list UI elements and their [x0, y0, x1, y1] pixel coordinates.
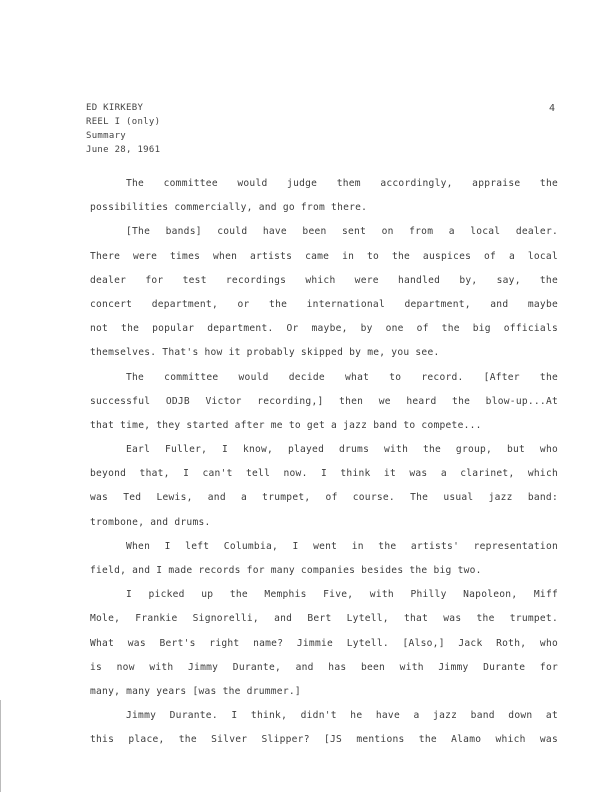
- text-line: not the popular department. Or maybe, by one of the big officials: [90, 323, 558, 335]
- text-line: beyond that, I can't tell now. I think it was a clarinet, which: [90, 468, 558, 480]
- document-header: [86, 101, 160, 157]
- text-line: When I left Columbia, I went in the artists' representation: [126, 540, 558, 552]
- text-line: field, and I made records for many companies besides the big two.: [90, 565, 482, 576]
- text-line: successful ODJB Victor recording,] then we heard the blow-up...At: [90, 395, 558, 407]
- text-line: [The bands] could have been sent on from a local dealer.: [126, 226, 558, 238]
- header-date: June 28, 1961: [86, 145, 161, 155]
- text-line: was Ted Lewis, and a trumpet, of course. The usual jazz band:: [90, 492, 558, 504]
- text-line: The committee would decide what to record. [After the: [126, 371, 558, 383]
- page-number: 4: [549, 103, 556, 114]
- header-reel: REEL I (only): [86, 117, 161, 127]
- text-line: many, many years [was the drummer.]: [90, 685, 301, 697]
- text-line: is now with Jimmy Durante, and has been with Jimmy Durante for: [90, 661, 558, 673]
- text-line: Mole, Frankie Signorelli, and Bert Lytell, that was the trumpet.: [90, 613, 558, 625]
- transcript-body: [90, 175, 558, 756]
- text-line: The committee would judge them accordingly, appraise the: [126, 178, 558, 189]
- text-line: What was Bert's right name? Jimmie Lytell. [Also,] Jack Roth, who: [90, 637, 558, 649]
- header-type: Summary: [86, 131, 127, 141]
- text-line: Jimmy Durante. I think, didn't he have a jazz band down at: [126, 710, 558, 722]
- text-line: possibilities commercially, and go from there.: [90, 202, 368, 214]
- header-name: ED KIRKEBY: [86, 103, 144, 113]
- text-line: this place, the Silver Slipper? [JS mentions the Alamo which was: [90, 734, 558, 746]
- text-line: that time, they started after me to get a jazz band to compete...: [90, 419, 482, 431]
- text-line: I picked up the Memphis Five, with Philly Napoleon, Miff: [126, 589, 558, 601]
- text-line: Earl Fuller, I know, played drums with the group, but who: [126, 444, 558, 456]
- text-line: There were times when artists came in to the auspices of a local: [90, 250, 558, 262]
- text-line: dealer for test recordings which were handled by, say, the: [90, 274, 558, 286]
- page-edge: [0, 700, 1, 792]
- text-line: concert department, or the international department, and maybe: [90, 298, 558, 310]
- text-line: themselves. That's how it probably skipped by me, you see.: [90, 347, 440, 359]
- text-line: trombone, and drums.: [90, 516, 211, 528]
